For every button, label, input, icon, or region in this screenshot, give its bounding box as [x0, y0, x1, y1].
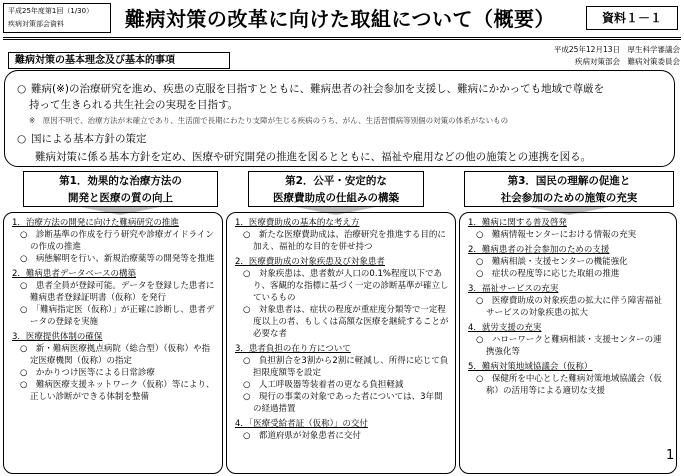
list-item: ○ 診断基準の作成を行う研究や診療ガイドラインの作成の推進 [20, 230, 214, 252]
section [235, 256, 449, 340]
list-item: ○ 都道府県が対象患者に交付 [243, 431, 361, 441]
pillar-2-header: 第2．公平・安定的な 医療費助成の仕組みの構築 [248, 171, 424, 207]
section-title: 1．治療方法の開発に向けた難病研究の推進 [12, 218, 179, 228]
section-title: 4．就労支援の充実 [468, 323, 542, 333]
list-item: ○ 新・難病医療拠点病院（総合型）（仮称）や指定医療機関（仮称）の指定 [20, 344, 211, 366]
pillar-1-content [3, 212, 223, 474]
section-title: 2．難病患者の社会参加のための支援 [468, 245, 610, 255]
basic-principles-box [4, 70, 675, 167]
section [468, 283, 670, 319]
section [12, 331, 216, 403]
meta-committee: 疾病対策部会 難病対策委員会 [575, 57, 680, 66]
principle-line2: 持って生きられる共生社会の実現を目指す。 [29, 99, 239, 111]
list-item: ○ 病態解明を行い、新規治療薬等の開発等を推進 [20, 254, 215, 264]
basic-section-title: 難病対策の基本理念及び基本的事項 [8, 52, 230, 69]
pillar-3-header: 第3．国民の理解の促進と 社会参加のための施策の充実 [464, 171, 674, 207]
principle-note: ※ 原因不明で、治療方法が未確立であり、生活面で長期にわたり支障が生じる疾病のうち、がん、生活習慣病等別個の対策の体系がないもの [29, 116, 509, 125]
meeting-label-line1: 平成25年度第1回（1/30） [8, 7, 94, 15]
document-meta [446, 44, 680, 68]
bullet-circle: ○ [17, 83, 27, 95]
pillar-2-content [226, 212, 456, 474]
list-item: ○ 保健所を中心とした難病対策地域協議会（仮称）の活用等による適切な支援 [476, 374, 662, 396]
pillar-3-content [459, 212, 677, 474]
policy-title: ○ 国による基本方針の策定 [17, 133, 147, 145]
policy-text: 難病対策に係る基本方針を定め、医療や研究開発の推進を図るとともに、福祉や雇用などの他の施策との連携を図る。 [35, 151, 592, 163]
section-title: 1．難病に関する普及啓発 [468, 218, 567, 228]
section-title: 4．「医療受給者証（仮称）」の交付 [235, 419, 368, 429]
list-item: ○ 人工呼吸器等装着者の更なる負担軽減 [243, 380, 404, 390]
section [235, 217, 449, 253]
section-title: 2．難病患者データベースの構築 [12, 269, 136, 279]
section-title: 1．医療費助成の基本的な考え方 [235, 218, 360, 228]
pillar-1-header: 第1．効果的な治療方法の 開発と医療の質の向上 [23, 171, 218, 207]
meeting-label [3, 3, 111, 33]
list-item: ○ 対象疾患は、患者数が人口の0.1%程度以下であり、客観的な指標に基づく一定の診断基準が確立しているもの [243, 269, 449, 303]
list-item: ○ 「難病指定医（仮称）」が正確に診断し、患者データの登録を実施 [20, 305, 215, 327]
list-item: ○ 現行の事業の対象であった者については、3年間の経過措置 [243, 392, 443, 414]
section [468, 361, 670, 397]
meeting-label-line2: 疾病対策部会資料 [8, 20, 64, 28]
section [235, 418, 449, 442]
section-title: 2．医療費助成の対象疾患及び対象患者 [235, 257, 385, 267]
section [468, 322, 670, 358]
header-divider [3, 37, 681, 40]
section [235, 343, 449, 415]
list-item: ○ 対象患者は、症状の程度が重症度分類等で一定程度以上の者、もしくは高額な医療を継続することが必要な者 [243, 305, 449, 339]
list-item: ○ 新たな医療費助成は、治療研究を推進する目的に加え、福祉的な目的を併せ持つ [243, 230, 446, 252]
document-number-badge: 資料１－１ [586, 6, 678, 30]
list-item: ○ 難病医療支援ネットワーク（仮称）等により、正しい診断ができる体制を整備 [20, 380, 215, 402]
meta-date-council: 平成25年12月13日 厚生科学審議会 [553, 45, 680, 54]
section-title: 5．難病対策地域協議会（仮称） [468, 362, 593, 372]
list-item: ○ 難病相談・支援センターの機能強化 [476, 257, 628, 267]
page-title: 難病対策の改革に向けた取組について（概要） [124, 7, 556, 31]
page-number: 1 [666, 448, 675, 463]
section [468, 217, 670, 241]
section-title: 3．医療提供体制の確保 [12, 332, 103, 342]
list-item: ○ 難病情報センターにおける情報の充実 [476, 230, 637, 240]
list-item: ○ 負担割合を3割から2割に軽減し、所得に応じて負担限度額等を設定 [243, 356, 449, 378]
list-item: ○ 症状の程度等に応じた取組の推進 [476, 269, 620, 279]
list-item: ○ 医療費助成の対象疾患の拡大に伴う障害福祉サービスの対象疾患の拡大 [476, 296, 662, 318]
section [468, 244, 670, 280]
section-title: 3．福祉サービスの充実 [468, 284, 559, 294]
section [12, 268, 216, 328]
principle-line1: ○ 難病(※)の治療研究を進め、疾患の克服を目指すとともに、難病患者の社会参加を支援し、難病にかかっても地域で尊厳を [17, 83, 605, 95]
list-item: ○ 患者全員が登録可能。データを登録した患者に難病患者登録証明書（仮称）を発行 [20, 281, 215, 303]
bullet-circle: ○ [17, 133, 27, 145]
section-title: 3．患者負担の在り方について [235, 344, 351, 354]
section [12, 217, 216, 265]
list-item: ○ かかりつけ医等による日常診療 [20, 368, 155, 378]
list-item: ○ ハローワークと難病相談・支援センターの連携強化等 [476, 335, 662, 357]
